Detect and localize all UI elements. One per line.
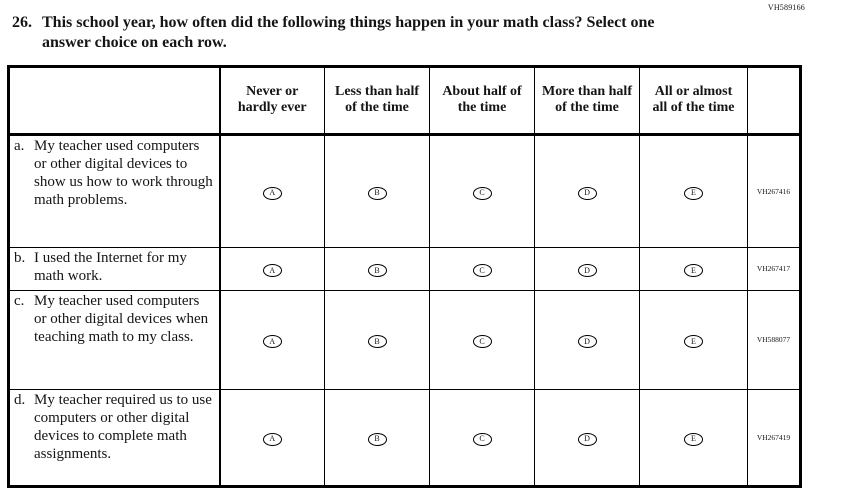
row-d-cell-about-half (430, 389, 535, 486)
row-b-cell-about-half (430, 247, 535, 290)
row-a-statement-cell (9, 134, 220, 247)
row-c-option-e-bubble[interactable]: E (684, 335, 703, 348)
response-matrix (7, 65, 802, 488)
header-row (9, 66, 801, 134)
row-d-statement-cell (9, 389, 220, 486)
row-a-cell-all (640, 134, 748, 247)
row-b-label: b. (14, 249, 26, 266)
row-c-option-a-bubble[interactable]: A (263, 335, 282, 348)
row-b-option-b-bubble[interactable]: B (368, 264, 387, 277)
row-d-option-c-bubble[interactable]: C (473, 433, 492, 446)
row-a-label: a. (14, 137, 25, 154)
column-header-never-hardly-ever: Never or hardly ever (220, 66, 325, 134)
row-c-option-d-bubble[interactable]: D (578, 335, 597, 348)
row-b-cell-all (640, 247, 748, 290)
column-header-all-almost-all: All or almost all of the time (640, 66, 748, 134)
row-c-cell-about-half (430, 290, 535, 389)
row-a-option-e-bubble[interactable]: E (684, 187, 703, 200)
row-b-option-d-bubble[interactable]: D (578, 264, 597, 277)
row-d-cell-all (640, 389, 748, 486)
row-d-cell-more-than-half (535, 389, 640, 486)
row-a-cell-never (220, 134, 325, 247)
row-c-cell-less-than-half (325, 290, 430, 389)
row-c-label: c. (14, 292, 25, 309)
question-text: This school year, how often did the following things happen in your math class? Select one answer choice on each row. (42, 14, 655, 52)
row-b-cell-more-than-half (535, 247, 640, 290)
row-c-cell-more-than-half (535, 290, 640, 389)
column-header-less-than-half: Less than half of the time (325, 66, 430, 134)
row-c-statement-cell (9, 290, 220, 389)
row-c-option-b-bubble[interactable]: B (368, 335, 387, 348)
row-a-cell-more-than-half (535, 134, 640, 247)
row-a-option-c-bubble[interactable]: C (473, 187, 492, 200)
row-a-cell-less-than-half (325, 134, 430, 247)
table-row-d (9, 389, 801, 486)
row-b-text: I used the Internet for my math work. (34, 249, 187, 284)
row-d-cell-never (220, 389, 325, 486)
row-b-item-code: VH267417 (748, 247, 801, 290)
row-d-cell-less-than-half (325, 389, 430, 486)
stub-header-cell (9, 66, 220, 134)
row-b-option-c-bubble[interactable]: C (473, 264, 492, 277)
row-d-option-a-bubble[interactable]: A (263, 433, 282, 446)
row-a-cell-about-half (430, 134, 535, 247)
row-a-option-d-bubble[interactable]: D (578, 187, 597, 200)
column-header-more-than-half: More than half of the time (535, 66, 640, 134)
row-d-text: My teacher required us to use computers or other digital devices to complete math assignments. (34, 391, 212, 462)
row-a-option-b-bubble[interactable]: B (368, 187, 387, 200)
column-header-about-half: About half of the time (430, 66, 535, 134)
row-b-cell-never (220, 247, 325, 290)
row-d-option-b-bubble[interactable]: B (368, 433, 387, 446)
row-d-option-e-bubble[interactable]: E (684, 433, 703, 446)
row-d-item-code: VH267419 (748, 389, 801, 486)
table-row-b (9, 247, 801, 290)
row-b-option-e-bubble[interactable]: E (684, 264, 703, 277)
row-c-item-code: VH588077 (748, 290, 801, 389)
table-row-a (9, 134, 801, 247)
row-b-cell-less-than-half (325, 247, 430, 290)
row-d-label: d. (14, 391, 26, 408)
row-c-cell-never (220, 290, 325, 389)
row-d-option-d-bubble[interactable]: D (578, 433, 597, 446)
row-c-text: My teacher used computers or other digital devices when teaching math to my class. (34, 292, 209, 345)
item-code-header-cell (748, 66, 801, 134)
row-b-statement-cell (9, 247, 220, 290)
row-b-option-a-bubble[interactable]: A (263, 264, 282, 277)
row-c-option-c-bubble[interactable]: C (473, 335, 492, 348)
table-row-c (9, 290, 801, 389)
row-a-item-code: VH267416 (748, 134, 801, 247)
question-stem (0, 0, 851, 54)
row-a-text: My teacher used computers or other digital devices to show us how to work through math problems. (34, 137, 213, 208)
row-c-cell-all (640, 290, 748, 389)
question-number: 26. (12, 14, 32, 31)
page-id-code: VH589166 (767, 3, 805, 12)
row-a-option-a-bubble[interactable]: A (263, 187, 282, 200)
